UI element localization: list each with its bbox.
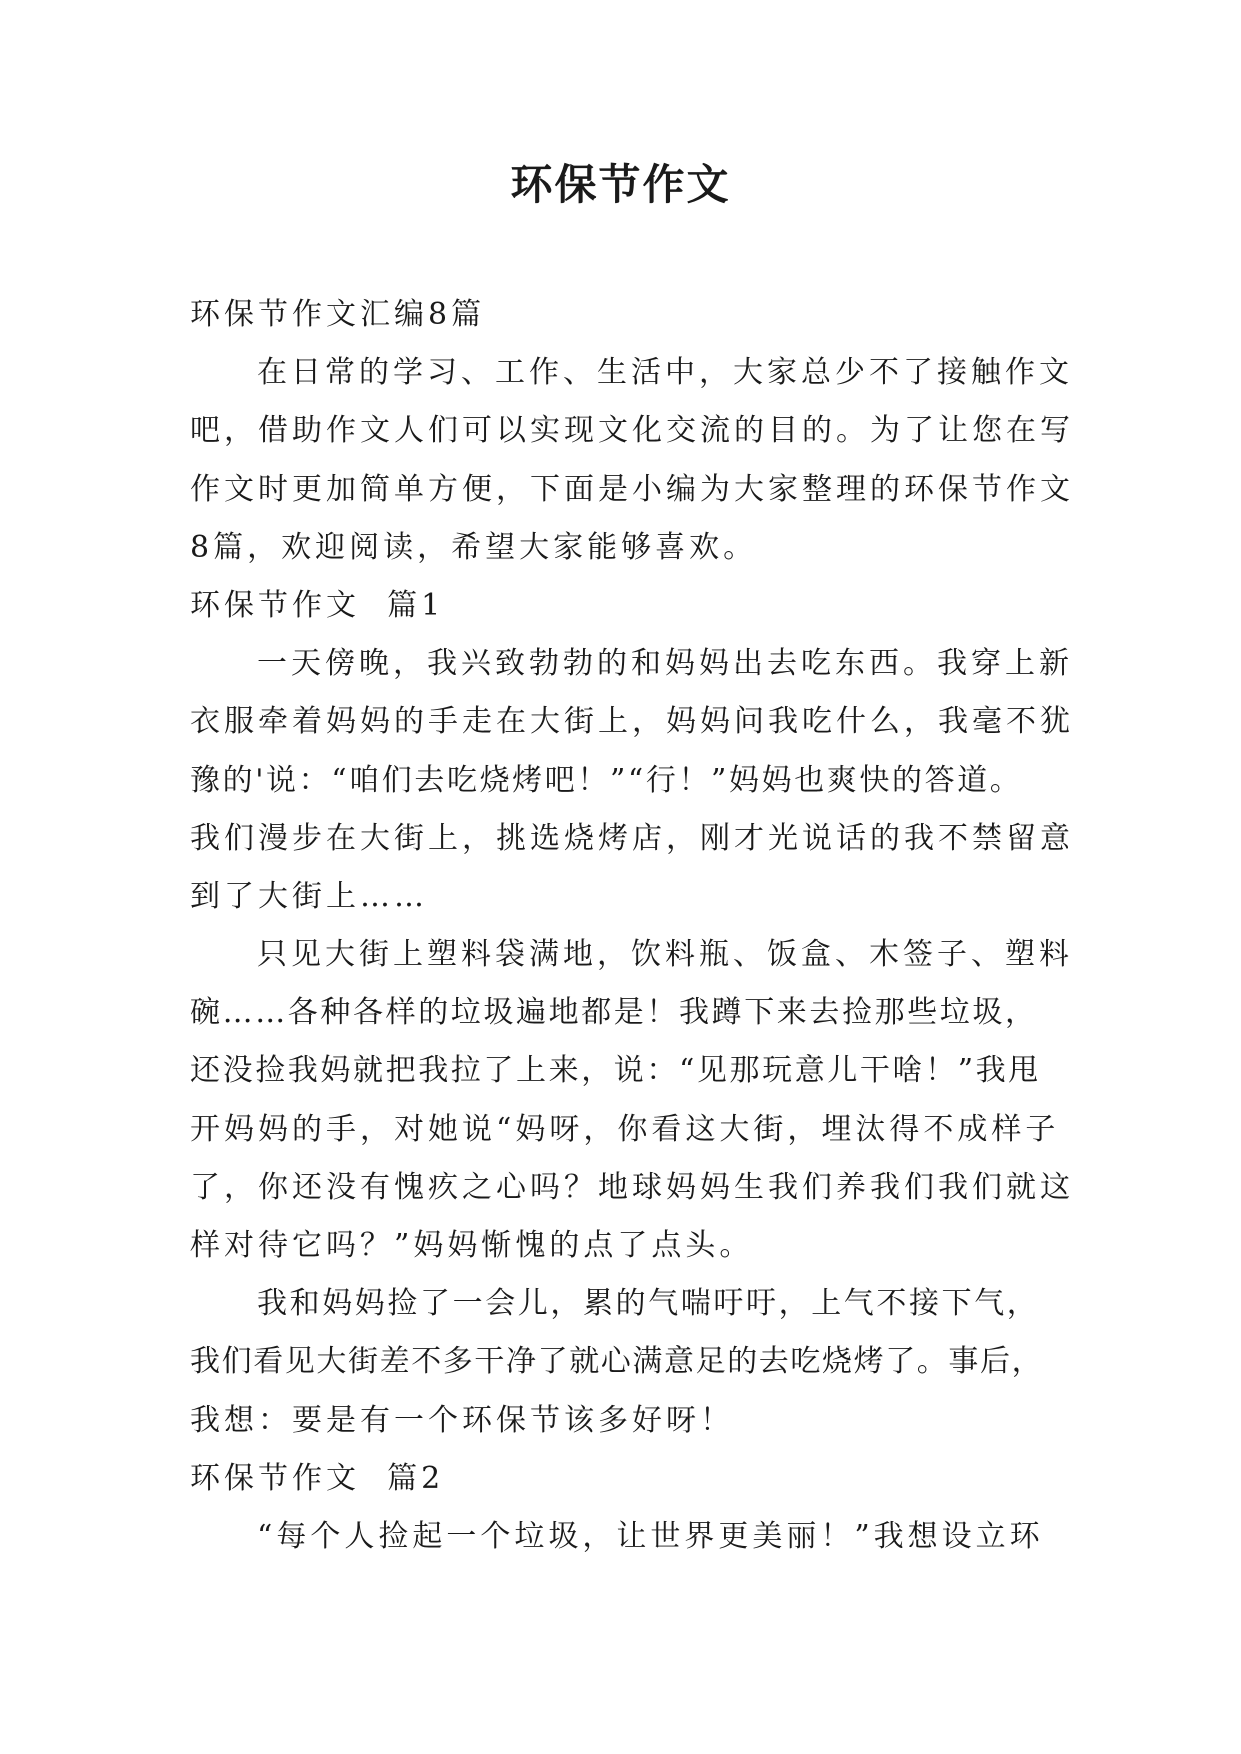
essay-1-paragraph-3-line: 我和妈妈捡了一会儿，累的气喘吁吁，上气不接下气， <box>257 1286 1040 1322</box>
essay-1-paragraph-2-line: 还没捡我妈就把我拉了上来，说：“见那玩意儿干啥！”我甩 <box>190 1053 1041 1089</box>
intro-paragraph-line: 作文时更加简单方便，下面是小编为大家整理的环保节作文 <box>190 471 1074 507</box>
essay-1-paragraph-2-line: 只见大街上塑料袋满地，饮料瓶、饭盒、木签子、塑料 <box>257 937 1073 973</box>
section-heading-1: 环保节作文 篇1 <box>190 587 445 623</box>
intro-paragraph-line: 8篇，欢迎阅读，希望大家能够喜欢。 <box>190 529 758 565</box>
document-title: 环保节作文 <box>510 160 731 209</box>
essay-1-paragraph-2-line: 开妈妈的手，对她说“妈呀，你看这大街，埋汰得不成样子 <box>190 1111 1060 1147</box>
collection-heading: 环保节作文汇编8篇 <box>190 297 486 332</box>
essay-1-paragraph-1-line: 到了大街上…… <box>190 878 428 914</box>
essay-1-paragraph-3-line: 我想：要是有一个环保节该多好呀！ <box>190 1402 734 1438</box>
essay-1-paragraph-1-line: 豫的'说：“咱们去吃烧烤吧！”“行！”妈妈也爽快的答道。 <box>190 762 1023 798</box>
essay-1-paragraph-3-line: 我们看见大街差不多干净了就心满意足的去吃烧烤了。事后， <box>190 1344 1044 1380</box>
essay-1-paragraph-2-line: 样对待它吗？”妈妈惭愧的点了点头。 <box>190 1228 754 1263</box>
essay-1-paragraph-2-line: 了，你还没有愧疚之心吗？地球妈妈生我们养我们我们就这 <box>190 1169 1074 1205</box>
intro-paragraph-line: 吧，借助作文人们可以实现文化交流的目的。为了让您在写 <box>190 413 1074 449</box>
section-heading-2: 环保节作文 篇2 <box>190 1460 445 1496</box>
intro-paragraph-line: 在日常的学习、工作、生活中，大家总少不了接触作文 <box>257 355 1073 391</box>
essay-1-paragraph-2-line: 碗……各种各样的垃圾遍地都是！我蹲下来去捡那些垃圾， <box>190 995 1038 1031</box>
essay-1-paragraph-1-line: 我们漫步在大街上，挑选烧烤店，刚才光说话的我不禁留意 <box>190 820 1074 856</box>
essay-1-paragraph-1-line: 一天傍晚，我兴致勃勃的和妈妈出去吃东西。我穿上新 <box>257 646 1073 682</box>
essay-1-paragraph-1-line: 衣服牵着妈妈的手走在大街上，妈妈问我吃什么，我毫不犹 <box>190 704 1074 740</box>
essay-2-paragraph-1-line: “每个人捡起一个垃圾，让世界更美丽！”我想设立环 <box>257 1518 1044 1554</box>
document-body <box>190 286 1074 1566</box>
